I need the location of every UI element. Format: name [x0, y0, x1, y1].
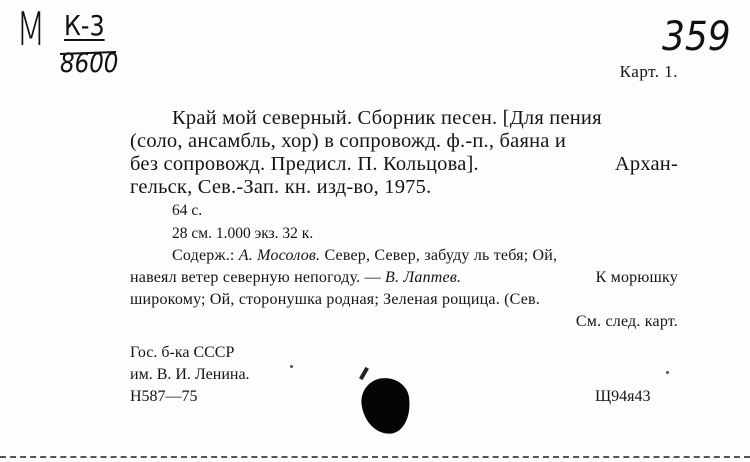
card-bottom-edge — [0, 456, 750, 458]
catalog-code: Щ94я43 — [595, 388, 651, 405]
ink-speck — [290, 365, 293, 368]
library-name-line-1: Гос. б-ка СССР — [130, 344, 235, 361]
contents-line-2-right: К морюшку — [595, 269, 678, 286]
handwritten-class-mark: К-3 — [64, 9, 105, 42]
library-name-line-2: им. В. И. Ленина. — [130, 366, 250, 383]
contents-line-3: широкому; Ой, сторонушка родная; Зеленая рощица. (Сев. — [130, 291, 540, 308]
ink-speck — [666, 371, 669, 374]
description-line-2: (соло, ансамбль, хор) в сопровожд. ф.-п., баяна и — [130, 130, 567, 152]
description-line-4: гельск, Сев.-Зап. кн. изд-во, 1975. — [130, 176, 432, 198]
handwritten-letter: М — [16, 2, 46, 56]
next-card-note: См. след. карт. — [575, 313, 678, 330]
contents-line-4 — [130, 311, 678, 333]
description-line-3-left: без сопровожд. Предисл. П. Кольцова]. — [130, 153, 479, 175]
contents-note — [130, 245, 678, 333]
ink-blot — [358, 375, 413, 437]
handwritten-corner-number: 359 — [662, 14, 731, 60]
bibliographic-description — [130, 107, 678, 199]
contents-line-2-start: навеял ветер северную непогоду. — — [130, 269, 385, 286]
ink-mark — [359, 367, 369, 380]
contents-line-2 — [130, 267, 678, 289]
contents-line-1 — [130, 245, 678, 267]
contents-author-2: В. Лаптев. — [384, 269, 462, 286]
description-line-3-right: Архан- — [614, 153, 678, 175]
handwritten-number: 8600 — [60, 48, 119, 79]
page-count: 64 с. — [172, 202, 203, 219]
card-number: Карт. 1. — [619, 62, 678, 81]
format-line: 28 см. 1.000 экз. 32 к. — [172, 225, 314, 242]
description-line-1: Край мой северный. Сборник песен. [Для пения — [172, 107, 602, 129]
contents-author-1: А. Мосолов. — [238, 247, 321, 264]
library-code: Н587—75 — [130, 388, 198, 405]
contents-line-1-text: Север, Север, забуду ль тебя; Ой, — [324, 247, 558, 264]
description-line-3 — [130, 153, 678, 176]
contents-lead: Содерж.: — [172, 247, 235, 264]
